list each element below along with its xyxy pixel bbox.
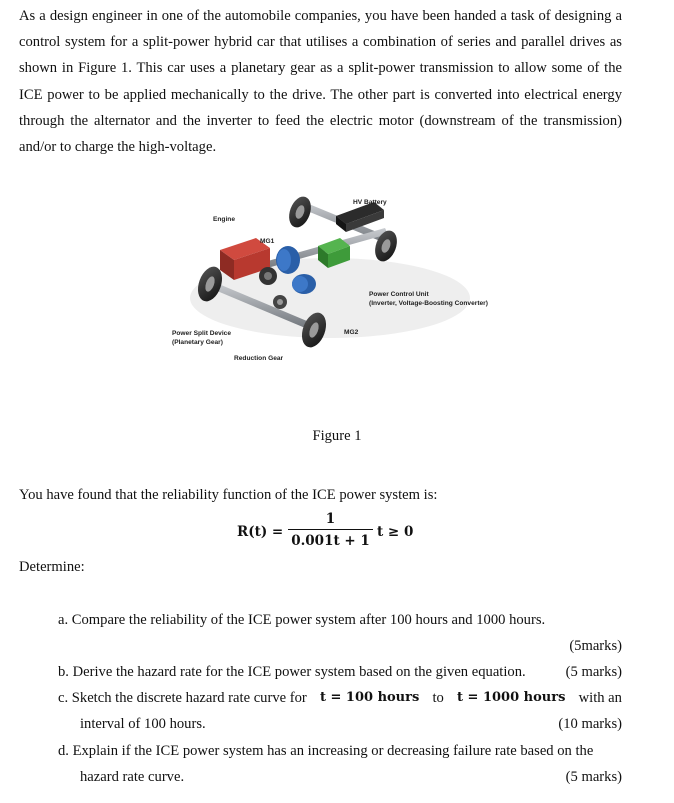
fraction-bar [288, 529, 373, 530]
question-a [58, 607, 622, 659]
formula-lhs: R(t) = [237, 524, 284, 540]
formula-condition: t ≥ 0 [377, 524, 414, 540]
drivetrain-illustration [160, 180, 515, 380]
label-pcu-detail: (Inverter, Voltage-Boosting Converter) [369, 300, 488, 307]
question-c-mid: to [432, 690, 444, 706]
question-b-marks: (5 marks) [565, 664, 622, 680]
question-a-marks: (5marks) [569, 638, 622, 655]
label-reduction-gear: Reduction Gear [234, 355, 284, 362]
question-d-text: d. Explain if the ICE power system has an increasing or decreasing failure rate based on the [58, 743, 594, 759]
question-c-to: t = 1000 hours [457, 690, 566, 705]
formula-numerator: 1 [325, 511, 336, 527]
reliability-formula [237, 510, 437, 554]
question-c-line2: interval of 100 hours. [80, 716, 206, 733]
question-d-marks: (5 marks) [565, 769, 622, 786]
formula-fraction [288, 510, 373, 550]
question-a-text: a. Compare the reliability of the ICE power system after 100 hours and 1000 hours. [58, 612, 546, 628]
label-engine: Engine [213, 216, 235, 223]
label-planetary-gear: (Planetary Gear) [172, 339, 223, 346]
figure-caption: Figure 1 [312, 428, 362, 444]
question-d [58, 738, 622, 790]
question-c-suffix: with an [578, 690, 622, 706]
determine-label: Determine: [19, 559, 85, 575]
reliability-sentence: You have found that the reliability function of the ICE power system is: [19, 487, 438, 503]
label-hv-battery: HV Battery [353, 199, 387, 206]
question-c-prefix: c. Sketch the discrete hazard rate curve for [58, 690, 307, 706]
question-b [58, 659, 622, 685]
label-pcu: Power Control Unit [369, 291, 429, 298]
question-c-marks: (10 marks) [558, 716, 622, 733]
formula-denominator: 0.001t + 1 [291, 533, 370, 549]
question-d-line2: hazard rate curve. [80, 769, 185, 786]
question-b-text: b. Derive the hazard rate for the ICE power system based on the given equation. [58, 664, 526, 680]
question-c [58, 685, 622, 737]
label-mg2: MG2 [344, 329, 359, 336]
question-c-from: t = 100 hours [319, 690, 420, 705]
intro-paragraph: As a design engineer in one of the automobile companies, you have been handed a task of designing a control system for a split-power hybrid car that utilises a combination of series and parallel drives as shown in Figure 1. This car uses a planetary gear as a split-power transmission to allow some of the ICE power to be applied mechanically to the drive. The other part is converted into electrical energy through the alternator and the inverter to feed the electric motor (downstream of the transmission) and/or to charge the high-voltage. [19, 8, 622, 156]
label-mg1: MG1 [260, 238, 275, 245]
hybrid-drivetrain-figure [160, 180, 515, 380]
label-power-split-device: Power Split Device [172, 330, 231, 337]
